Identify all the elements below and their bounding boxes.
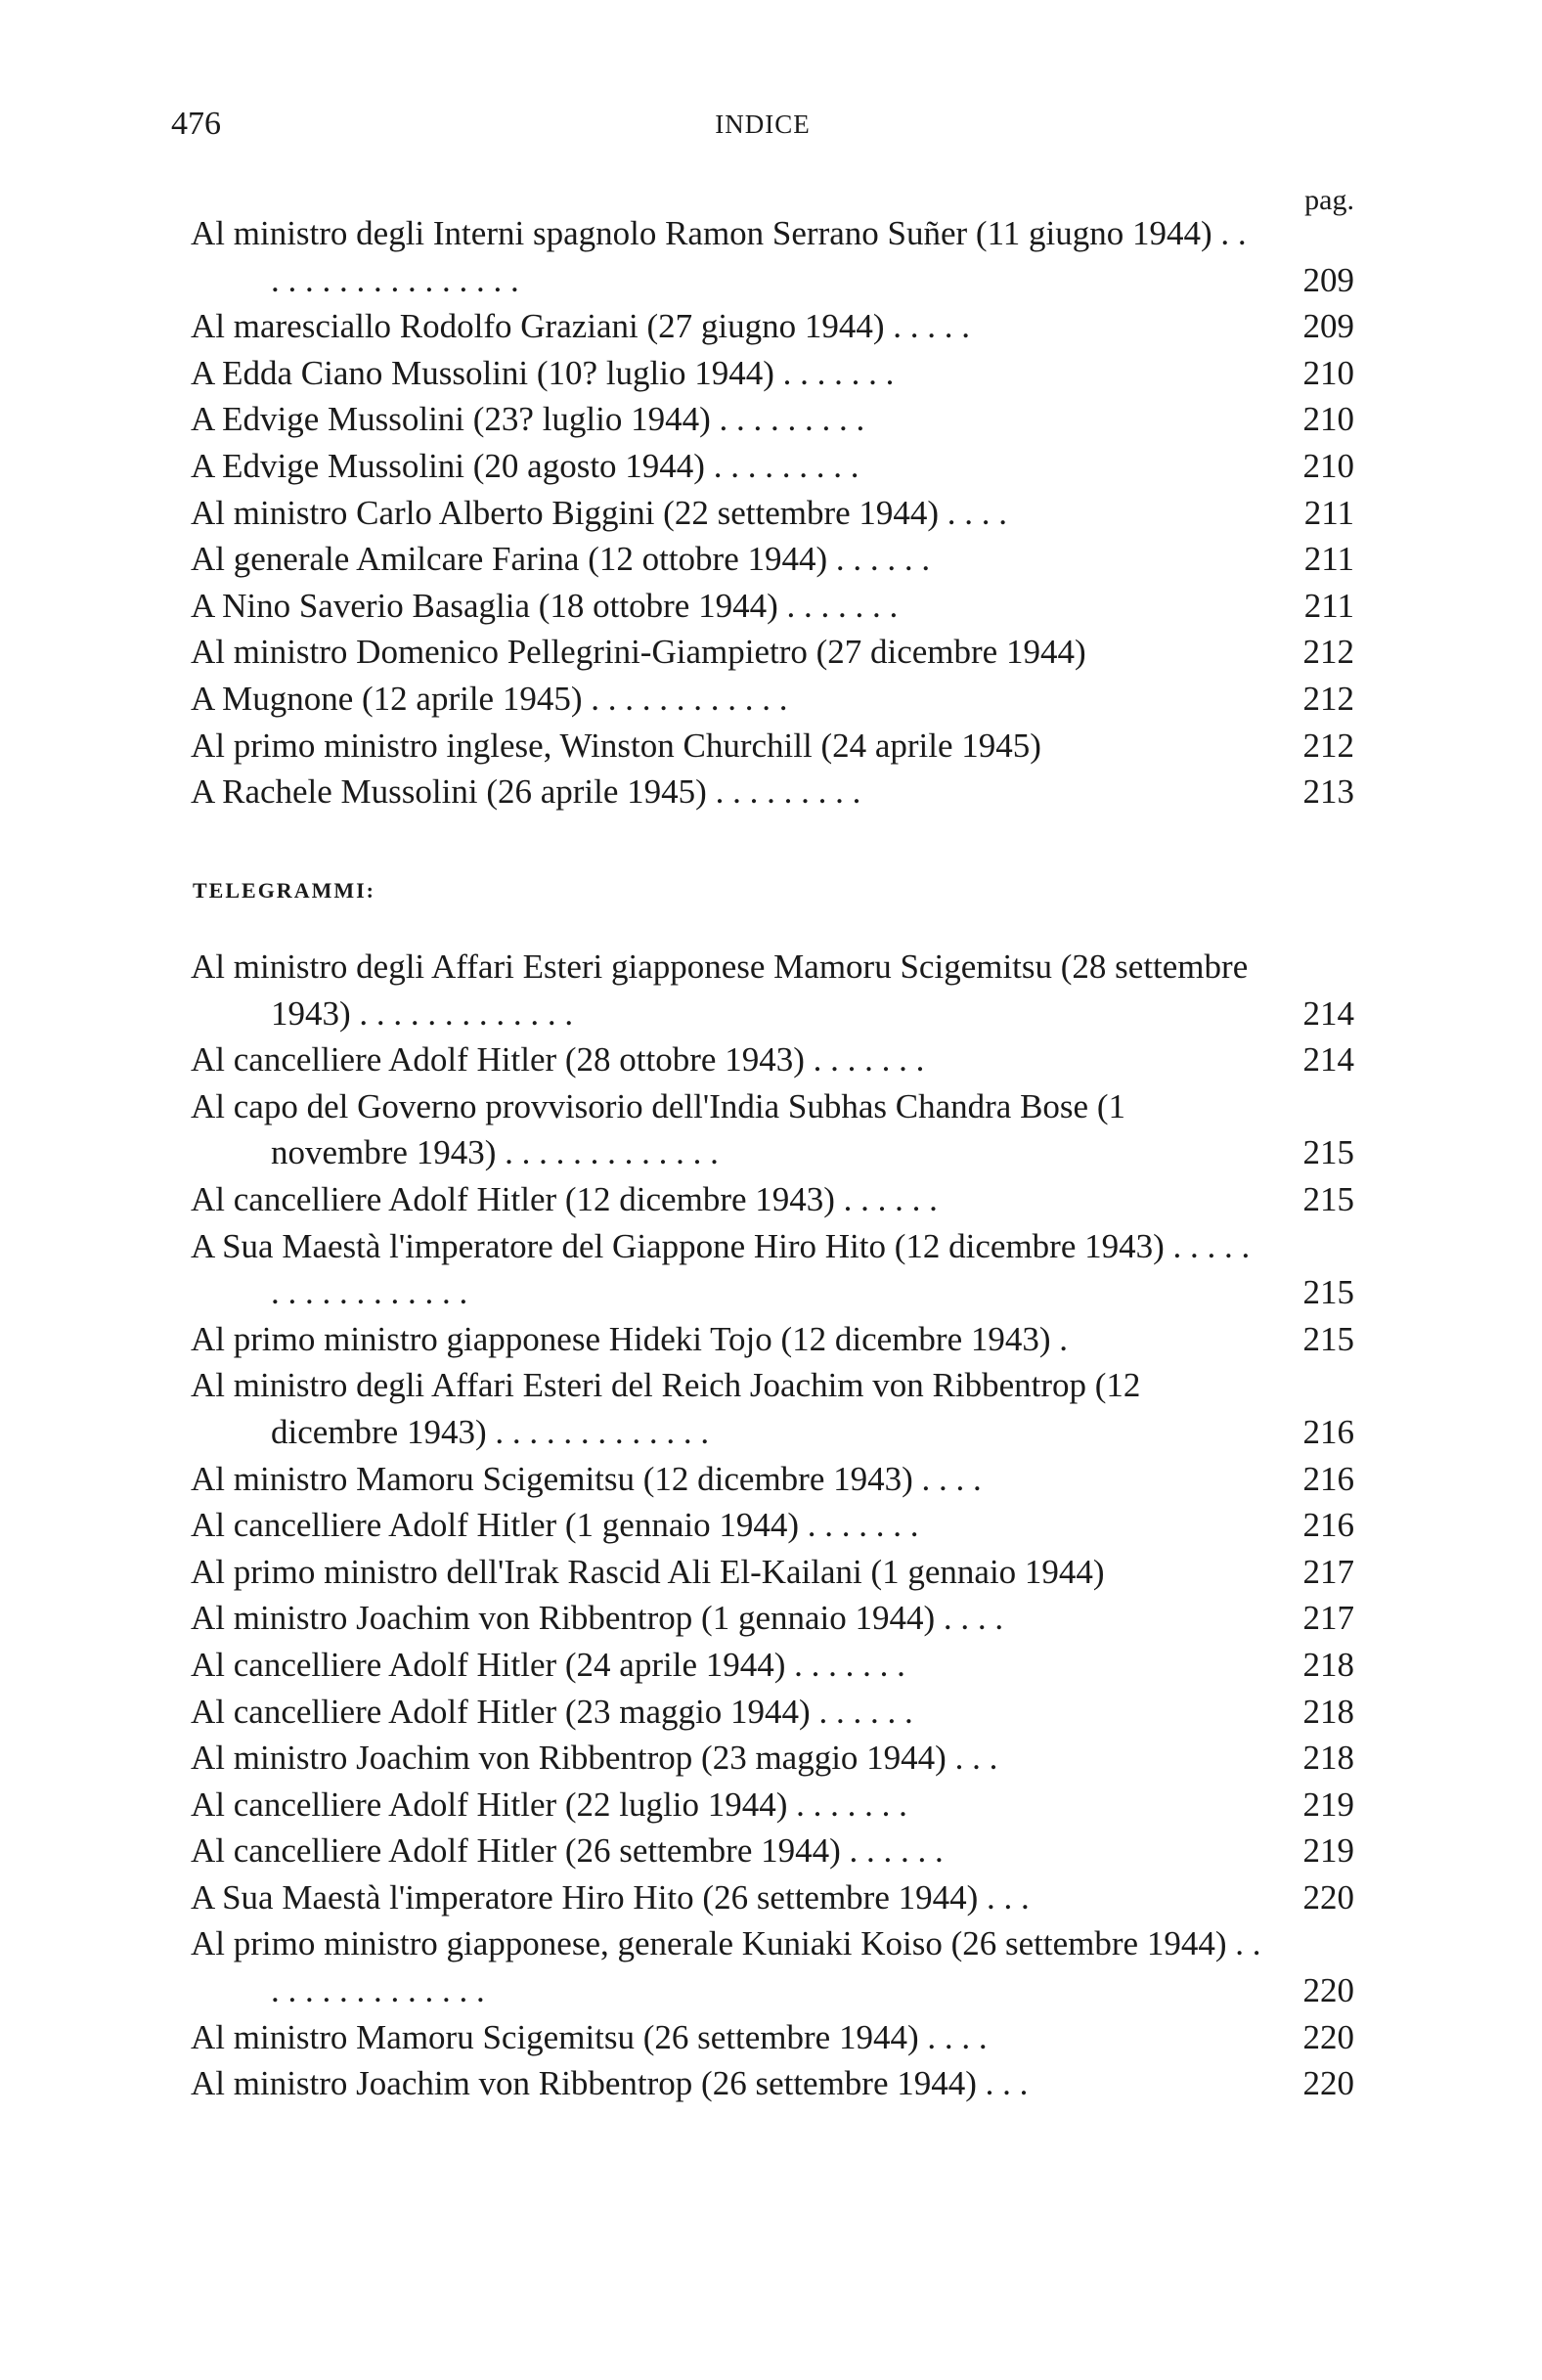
entry-page-number: 215 [1302,1133,1354,1172]
entry-page-number: 218 [1302,1739,1354,1778]
index-entry [191,1176,1354,1223]
entry-page-number: 211 [1303,586,1354,625]
index-entry [191,1689,1354,1736]
entry-title: Al maresciallo Rodolfo Graziani (27 giugno 1944) . . . . . [191,307,971,346]
entry-page-number: 220 [1302,1877,1354,1917]
entry-title: A Edvige Mussolini (20 agosto 1944) . . . . . . . . . [191,446,859,485]
entry-page-number: 215 [1302,1319,1354,1358]
page-column-label: pag. [1304,184,1354,216]
index-entry [191,396,1354,443]
entry-page-number: 215 [1302,1273,1354,1312]
index-entry [191,1223,1354,1316]
entry-title: Al ministro degli Interni spagnolo Ramon Serrano Suñer (11 giugno 1944) . . . . . . . . . . . . . . . . . [191,214,1247,299]
index-entry [191,350,1354,397]
entry-page-number: 210 [1302,446,1354,485]
entry-title: A Sua Maestà l'imperatore Hiro Hito (26 settembre 1944) . . . [191,1877,1030,1917]
index-entry [191,210,1354,303]
entry-title: Al cancelliere Adolf Hitler (26 settembre 1944) . . . . . . [191,1831,944,1871]
index-entry [191,583,1354,630]
index-entry [191,1502,1354,1549]
index-entry [191,1735,1354,1782]
entry-title: A Rachele Mussolini (26 aprile 1945) . . . . . . . . . [191,772,861,812]
entry-page-number: 209 [1302,307,1354,346]
index-entry [191,1782,1354,1829]
index-entry [191,1642,1354,1689]
entry-page-number: 215 [1302,1179,1354,1218]
index-entry [191,1920,1354,2013]
entry-title: Al capo del Governo provvisorio dell'India Subhas Chandra Bose (1 novembre 1943) . . . . . . . . . . . . . [191,1086,1125,1172]
entry-page-number: 211 [1303,540,1354,579]
entry-title: Al ministro degli Affari Esteri giapponese Mamoru Scigemitsu (28 settembre 1943) . . . . . . . . . . . . . [191,948,1249,1033]
entry-page-number: 220 [1302,1971,1354,2010]
entry-title: Al cancelliere Adolf Hitler (23 maggio 1944) . . . . . . [191,1692,913,1731]
entry-page-number: 214 [1302,1040,1354,1080]
index-entry [191,944,1354,1036]
entry-title: Al ministro Joachim von Ribbentrop (1 gennaio 1944) . . . . [191,1599,1004,1638]
entry-title: Al ministro Joachim von Ribbentrop (26 settembre 1944) . . . [191,2064,1029,2103]
entry-title: Al primo ministro dell'Irak Rascid Ali El-Kailani (1 gennaio 1944) [191,1552,1105,1591]
entry-title: A Nino Saverio Basaglia (18 ottobre 1944) . . . . . . . [191,586,899,625]
index-entry [191,1874,1354,1921]
section-label-telegrams: TELEGRAMMI: [193,878,375,903]
entry-page-number: 214 [1302,993,1354,1033]
index-entry [191,1595,1354,1642]
index-entry [191,443,1354,490]
entry-page-number: 209 [1302,260,1354,299]
entry-title: A Mugnone (12 aprile 1945) . . . . . . . . . . . . [191,679,788,718]
entry-page-number: 220 [1302,2064,1354,2103]
letters-list [191,210,1354,815]
telegrams-list [191,944,1354,2107]
index-entry [191,723,1354,770]
page-number: 476 [171,106,221,142]
entry-page-number: 212 [1302,679,1354,718]
entry-page-number: 212 [1302,726,1354,765]
entry-title: Al cancelliere Adolf Hitler (24 aprile 1944) . . . . . . . [191,1645,905,1684]
entry-page-number: 213 [1302,772,1354,812]
index-entry [191,629,1354,676]
index-entry [191,1036,1354,1083]
entry-title: Al ministro degli Affari Esteri del Reich Joachim von Ribbentrop (12 dicembre 1943) . . . . . . . . . . . . . [191,1366,1141,1451]
entry-title: Al cancelliere Adolf Hitler (28 ottobre 1943) . . . . . . . [191,1040,925,1080]
index-entry [191,1456,1354,1503]
index-entry [191,676,1354,723]
index-entry [191,303,1354,350]
index-entry [191,2014,1354,2061]
entry-title: Al generale Amilcare Farina (12 ottobre 1944) . . . . . . [191,540,931,579]
entry-title: Al primo ministro giapponese Hideki Tojo (12 dicembre 1943) . [191,1319,1069,1358]
entry-title: Al ministro Mamoru Scigemitsu (26 settembre 1944) . . . . [191,2017,988,2056]
index-entry [191,490,1354,537]
entry-page-number: 218 [1302,1645,1354,1684]
entry-page-number: 211 [1303,493,1354,532]
entry-title: A Edvige Mussolini (23? luglio 1944) . . . . . . . . . [191,400,865,439]
index-entry [191,769,1354,815]
entry-title: A Edda Ciano Mussolini (10? luglio 1944) . . . . . . . [191,353,895,392]
entry-title: Al ministro Joachim von Ribbentrop (23 maggio 1944) . . . [191,1739,998,1778]
entry-title: Al cancelliere Adolf Hitler (12 dicembre 1943) . . . . . . [191,1179,938,1218]
entry-page-number: 218 [1302,1692,1354,1731]
entry-page-number: 217 [1302,1552,1354,1591]
entry-title: Al ministro Domenico Pellegrini-Giampietro (27 dicembre 1944) [191,633,1086,672]
entry-page-number: 216 [1302,1459,1354,1498]
entry-title: Al primo ministro inglese, Winston Churchill (24 aprile 1945) [191,726,1041,765]
entry-title: Al cancelliere Adolf Hitler (1 gennaio 1944) . . . . . . . [191,1506,919,1545]
entry-page-number: 210 [1302,400,1354,439]
index-entry [191,1083,1354,1176]
index-entry [191,2060,1354,2107]
index-entry [191,1362,1354,1455]
entry-title: Al primo ministro giapponese, generale Kuniaki Koiso (26 settembre 1944) . . . . . . . . . . . . . . . [191,1924,1261,2010]
entry-page-number: 220 [1302,2017,1354,2056]
entry-page-number: 219 [1302,1785,1354,1824]
entry-title: Al ministro Mamoru Scigemitsu (12 dicembre 1943) . . . . [191,1459,982,1498]
entry-page-number: 210 [1302,353,1354,392]
entry-title: A Sua Maestà l'imperatore del Giappone Hiro Hito (12 dicembre 1943) . . . . . . . . . . . . . . . . . [191,1226,1251,1312]
index-entry [191,536,1354,583]
entry-title: Al cancelliere Adolf Hitler (22 luglio 1944) . . . . . . . [191,1785,907,1824]
entry-title: Al ministro Carlo Alberto Biggini (22 settembre 1944) . . . . [191,493,1008,532]
index-entry [191,1828,1354,1874]
entry-page-number: 216 [1302,1412,1354,1451]
entry-page-number: 212 [1302,633,1354,672]
entry-page-number: 219 [1302,1831,1354,1871]
index-entry [191,1549,1354,1596]
index-entry [191,1316,1354,1363]
entry-page-number: 217 [1302,1599,1354,1638]
entry-page-number: 216 [1302,1506,1354,1545]
page-header [171,106,1354,154]
running-title: INDICE [715,110,811,139]
